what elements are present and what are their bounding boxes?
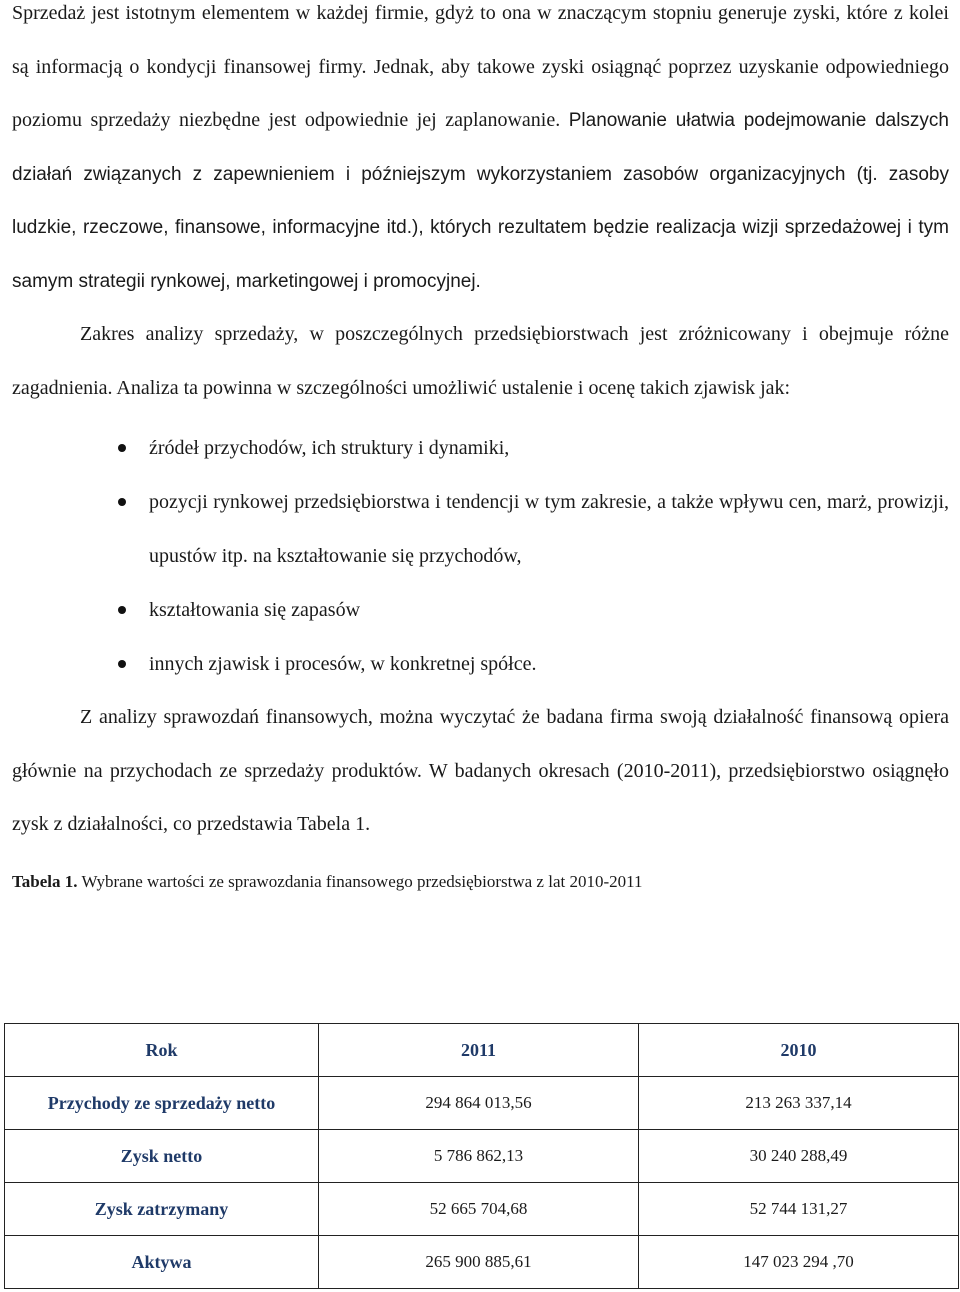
table-caption-label: Tabela 1. [12,871,78,891]
cell-2011: 294 864 013,56 [319,1077,639,1130]
financial-table [4,1023,959,1289]
paragraph-analysis: Z analizy sprawozdań finansowych, można wyczytać że badana firma swoją działalność finansową opiera głównie na przychodach ze sprzedaży produktów. W badanych okresach (2010-2011), przedsiębiorstwo osiągnęło zysk z działalności, co przedstawia Tabela 1. [12,706,949,835]
paragraph-intro-part1: Sprzedaż jest istotnym elementem w każdej firmie, gdyż to ona w znaczącym stopniu generuje zyski, które z kolei są informacją o kondycji finansowej firmy. Jednak, aby takowe zyski osiągnąć poprzez uzyskanie odpowiedniego poziomu sprzedaży niezbędne jest odpowiednie jej zaplanowanie. [12,2,949,131]
bullet-icon [118,444,126,452]
cell-2010: 213 263 337,14 [639,1077,959,1130]
row-label: Zysk netto [5,1130,319,1183]
table-header-row [5,1024,959,1077]
bullet-icon [118,498,126,506]
paragraph-scope [12,308,949,415]
paragraph-scope-part1: Zakres analizy sprzedaży, w poszczególnych przedsiębiorstwach jest zróżnicowany i obejmuje różne zagadnienia. [12,323,949,399]
cell-2010: 52 744 131,27 [639,1183,959,1236]
column-header-2011: 2011 [319,1024,639,1077]
row-label: Zysk zatrzymany [5,1183,319,1236]
list-item: innych zjawisk i procesów, w konkretnej spółce. [12,637,949,691]
column-header-2010: 2010 [639,1024,959,1077]
row-label: Przychody ze sprzedaży netto [5,1077,319,1130]
cell-2010: 147 023 294 ,70 [639,1236,959,1289]
cell-2011: 52 665 704,68 [319,1183,639,1236]
table-row [5,1236,959,1289]
document-page [12,0,949,894]
paragraph-intro [12,0,949,308]
bullet-icon [118,660,126,668]
table-caption [12,870,949,894]
bullet-list [12,421,949,691]
table-caption-text: Wybrane wartości ze sprawozdania finansowego przedsiębiorstwa z lat 2010-2011 [81,871,643,891]
list-item: kształtowania się zapasów [12,583,949,637]
table-row [5,1183,959,1236]
list-item: źródeł przychodów, ich struktury i dynamiki, [12,421,949,475]
cell-2010: 30 240 288,49 [639,1130,959,1183]
cell-2011: 5 786 862,13 [319,1130,639,1183]
row-label: Aktywa [5,1236,319,1289]
list-item: pozycji rynkowej przedsiębiorstwa i tendencji w tym zakresie, a także wpływu cen, marż, prowizji, upustów itp. na kształtowanie się przychodów, [12,475,949,583]
bullet-icon [118,606,126,614]
table-row [5,1130,959,1183]
paragraph-scope-part2: Analiza ta powinna w szczególności umożliwić ustalenie i ocenę takich zjawisk jak: [116,376,791,399]
table-row [5,1077,959,1130]
column-header-year: Rok [5,1024,319,1077]
paragraph-intro-part2: Planowanie ułatwia podejmowanie dalszych działań związanych z zapewnieniem i późniejszym wykorzystaniem zasobów organizacyjnych (tj. zasoby ludzkie, rzeczowe, finansowe, informacyjne itd.), których rezultatem będzie realizacja wizji sprzedażowej i tym samym strategii rynkowej, marketingowej i promocyjnej. [12,110,949,292]
cell-2011: 265 900 885,61 [319,1236,639,1289]
